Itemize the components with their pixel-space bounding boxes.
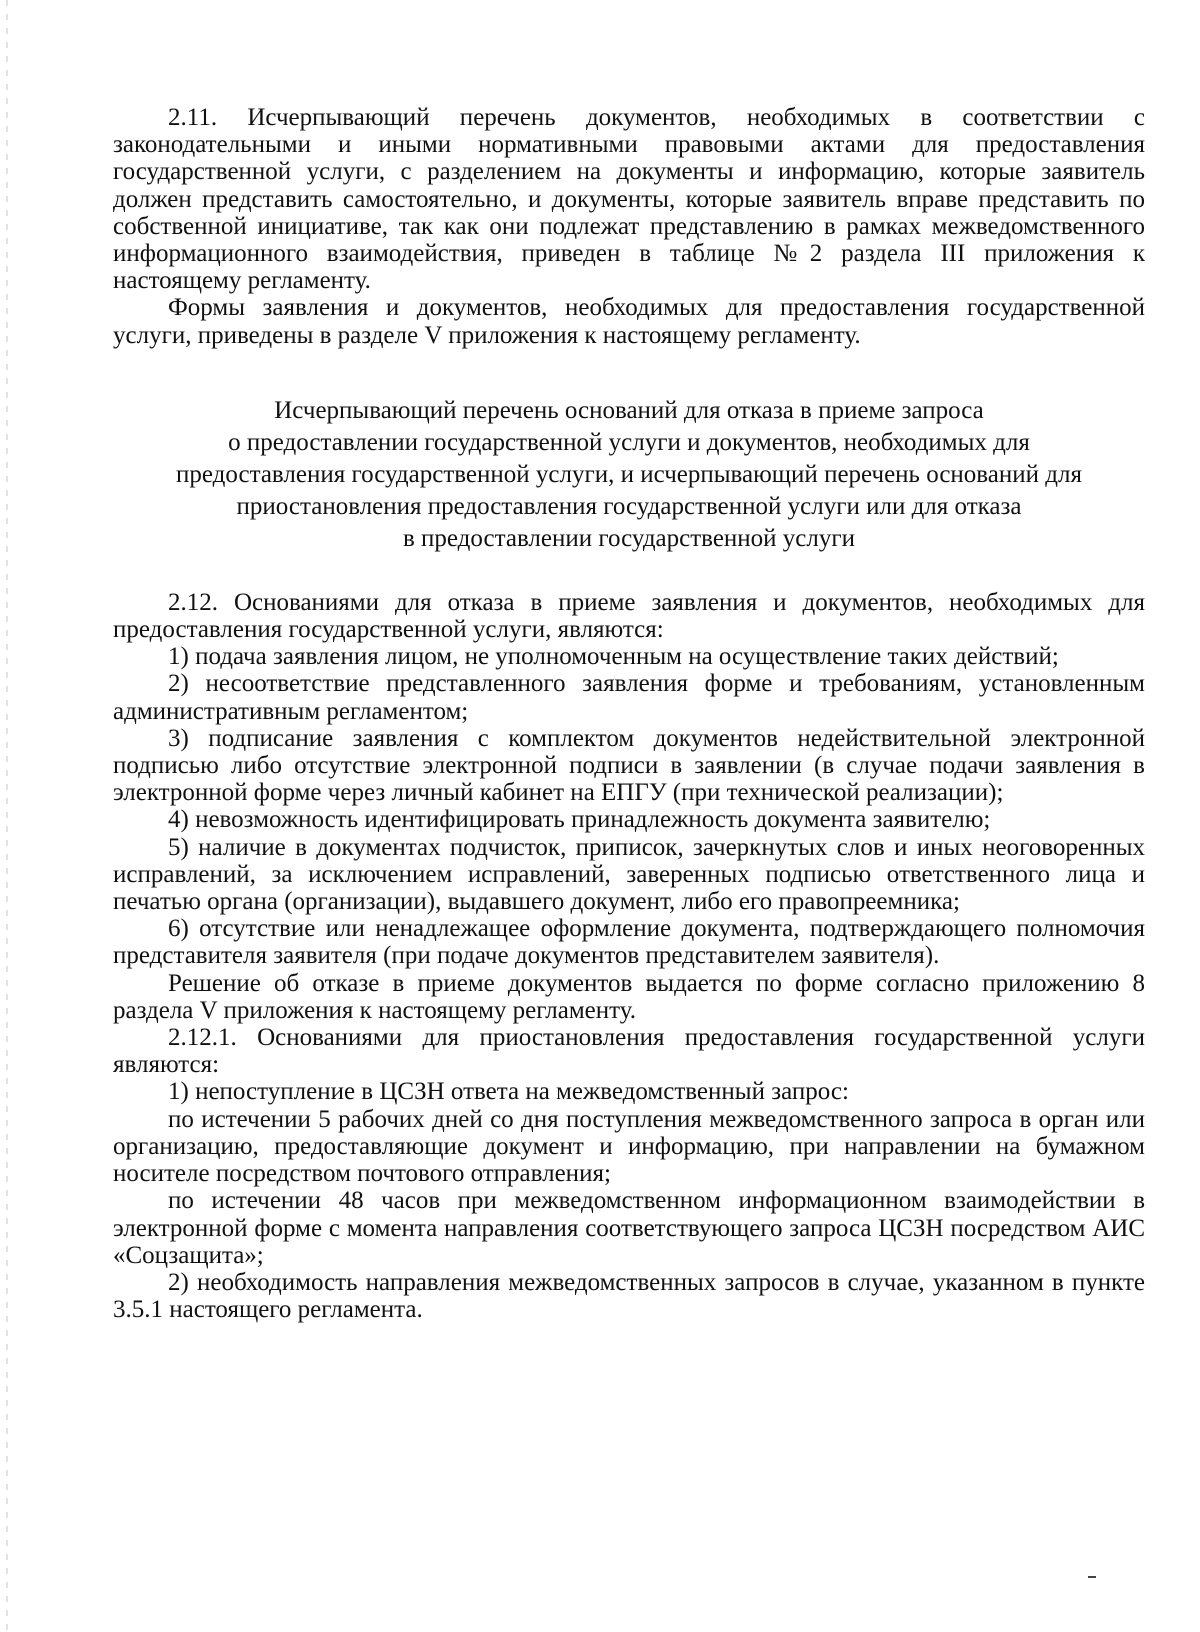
- document-body: [113, 104, 1145, 1323]
- heading-line-5: в предоставлении государственной услуги: [402, 524, 856, 552]
- suspension-item-1: 1) непоступление в ЦСЗН ответа на межведомственный запрос:: [168, 1078, 849, 1106]
- paragraph-refusal-decision: Решение об отказе в приеме документов выдается по форме согласно приложению 8 раздела V приложения к настоящему регламенту.: [113, 969, 1145, 1024]
- suspension-item-2: 2) необходимость направления межведомственных запросов в случае, указанном в пункте 3.5.1 настоящего регламента.: [113, 1268, 1145, 1324]
- paragraph-2-11: 2.11. Исчерпывающий перечень документов, необходимых в соответствии с законодательными и иными нормативными правовыми актами для предоставления государственной услуги, с разделением на документы и информацию, которые заявитель должен представить самостоятельно, и документы, которые заявитель вправе представить по собственной инициативе, так как они подлежат представлению в рамках межведомственного информационного взаимодействия, приведен в таблице №2 раздела III приложения к настоящему регламенту.: [113, 104, 1145, 295]
- spacer: [113, 349, 1145, 395]
- list-item-6: 6) отсутствие или ненадлежащее оформление документа, подтверждающего полномочия представителя заявителя (при подаче документов представителем заявителя).: [113, 915, 1145, 970]
- scan-mark: [1088, 1576, 1096, 1578]
- list-item-5: 5) наличие в документах подчисток, приписок, зачеркнутых слов и иных неоговоренных исправлений, за исключением исправлений, заверенных подписью ответственного лица и печатью органа (организации), выдавшего документ, либо его правопреемника;: [113, 833, 1145, 916]
- heading-line-3: предоставления государственной услуги, и исчерпывающий перечень оснований для: [176, 460, 1082, 488]
- list-item-3: 3) подписание заявления с комплектом документов недействительной электронной подписью либо отсутствие электронной подписи в заявлении (в случае подачи заявления в электронной форме через личный кабинет на ЕПГУ (при технической реализации);: [113, 724, 1145, 807]
- heading-line-4: приостановления предоставления государственной услуги или для отказа: [236, 492, 1022, 520]
- section-heading: [113, 395, 1145, 555]
- suspension-subitem-electronic: по истечении 48 часов при межведомственном информационном взаимодействии в электронной форме с момента направления соответствующего запроса ЦСЗН посредством АИС «Соцзащита»;: [113, 1187, 1145, 1269]
- paragraph-2-12-1: 2.12.1. Основаниями для приостановления предоставления государственной услуги являются:: [113, 1024, 1145, 1079]
- spacer: [113, 555, 1145, 589]
- scan-edge-artifact: [6, 0, 8, 1632]
- heading-line-2: о предоставлении государственной услуги и документов, необходимых для: [228, 428, 1030, 456]
- suspension-subitem-paper: по истечении 5 рабочих дней со дня поступления межведомственного запроса в орган или организацию, предоставляющие документ и информацию, при направлении на бумажном носителе посредством почтового отправления;: [113, 1105, 1145, 1188]
- paragraph-2-12: 2.12. Основаниями для отказа в приеме заявления и документов, необходимых для предоставления государственной услуги, являются:: [113, 588, 1145, 644]
- list-item-1: 1) подача заявления лицом, не уполномоченным на осуществление таких действий;: [168, 643, 1059, 671]
- heading-line-1: Исчерпывающий перечень оснований для отказа в приеме запроса: [274, 396, 984, 424]
- list-item-4: 4) невозможность идентифицировать принадлежность документа заявителю;: [168, 806, 991, 834]
- list-item-2: 2) несоответствие представленного заявления форме и требованиям, установленным административным регламентом;: [113, 670, 1145, 725]
- paragraph-forms: Формы заявления и документов, необходимых для предоставления государственной услуги, приведены в разделе V приложения к настоящему регламенту.: [113, 294, 1145, 349]
